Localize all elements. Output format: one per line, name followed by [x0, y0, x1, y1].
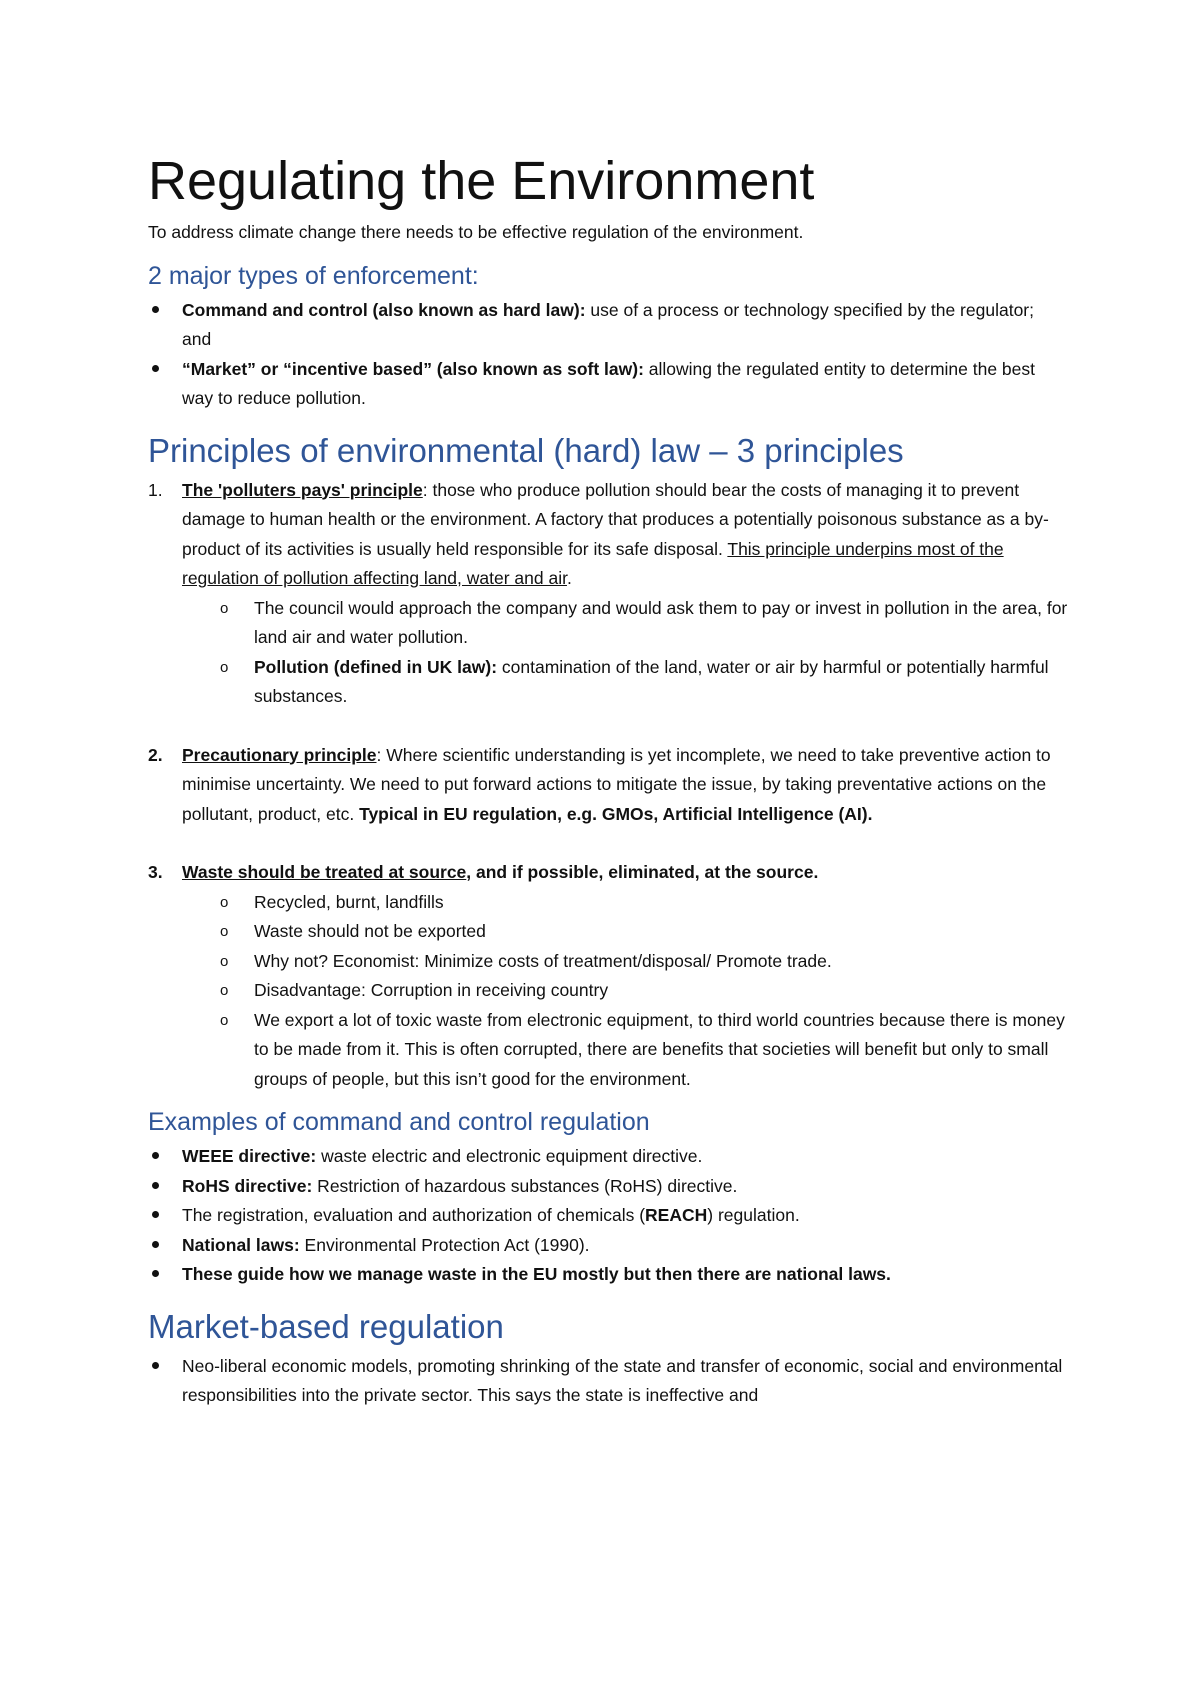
bullet-icon	[148, 355, 168, 385]
bullet-icon	[148, 1231, 168, 1261]
list-number: 2.	[148, 744, 163, 765]
examples-list	[148, 1142, 1068, 1290]
bullet-icon	[148, 1260, 168, 1290]
list-number: 3.	[148, 862, 163, 882]
list-item: The registration, evaluation and authorization of chemicals (REACH) regulation.	[148, 1201, 1068, 1231]
sub-bullet-icon: o	[220, 893, 229, 911]
list-item: RoHS directive: Restriction of hazardous substances (RoHS) directive.	[148, 1172, 1068, 1202]
intro-paragraph: To address climate change there needs to be effective regulation of the environment.	[148, 222, 804, 242]
principle-3: 3. Waste should be treated at source, and if possible, eliminated, at the source.	[148, 858, 1068, 888]
enforcement-list	[148, 296, 1068, 414]
bullet-icon	[148, 296, 168, 326]
sub-list-item: o Waste should not be exported	[148, 917, 1068, 947]
sub-list-item: o Recycled, burnt, landfills	[148, 888, 1068, 918]
market-heading: Market-based regulation	[148, 1307, 504, 1345]
bullet-icon	[148, 1172, 168, 1202]
sub-list-item: o We export a lot of toxic waste from electronic equipment, to third world countries because there is money to be made from it. This is often corrupted, there are benefits that societies will benefit but only to small groups of people, but this isn’t good for the environment.	[148, 1006, 1068, 1095]
list-item: “Market” or “incentive based” (also known as soft law): allowing the regulated entity to determine the best way to reduce pollution.	[148, 355, 1068, 414]
page-title: Regulating the Environment	[148, 151, 815, 211]
sub-list-item: o Disadvantage: Corruption in receiving country	[148, 976, 1068, 1006]
principles-heading: Principles of environmental (hard) law – 3 principles	[148, 431, 904, 469]
list-item: These guide how we manage waste in the EU mostly but then there are national laws.	[148, 1260, 1068, 1290]
examples-heading: Examples of command and control regulation	[148, 1108, 650, 1136]
sub-list-item: o Why not? Economist: Minimize costs of treatment/disposal/ Promote trade.	[148, 947, 1068, 977]
sub-bullet-icon: o	[220, 658, 229, 676]
enforcement-heading: 2 major types of enforcement:	[148, 261, 479, 290]
document-page	[148, 150, 1068, 1411]
list-item: Command and control (also known as hard law): use of a process or technology specified by the regulator; and	[148, 296, 1068, 355]
list-item: WEEE directive: waste electric and electronic equipment directive.	[148, 1142, 1068, 1172]
market-list	[148, 1352, 1068, 1411]
principle-2: 2. Precautionary principle: Where scientific understanding is yet incomplete, we need to take preventive action to minimise uncertainty. We need to put forward actions to mitigate the issue, by taking preventative actions on the pollutant, product, etc. Typical in EU regulation, e.g. GMOs, Artificial Intelligence (AI).	[148, 741, 1068, 830]
sub-bullet-icon: o	[220, 923, 229, 940]
sub-bullet-icon: o	[220, 1011, 229, 1029]
bullet-icon	[148, 1352, 168, 1382]
sub-list-item: o The council would approach the company and would ask them to pay or invest in pollution in the area, for land air and water pollution.	[148, 594, 1068, 653]
list-item: National laws: Environmental Protection Act (1990).	[148, 1231, 1068, 1261]
sub-bullet-icon: o	[220, 982, 229, 999]
sub-bullet-icon: o	[220, 599, 229, 617]
list-item: Neo-liberal economic models, promoting shrinking of the state and transfer of economic, social and environmental responsibilities into the private sector. This says the state is ineffective and	[148, 1352, 1068, 1411]
principle-1: 1. The 'polluters pays' principle: those who produce pollution should bear the costs of managing it to prevent damage to human health or the environment. A factory that produces a potentially poisonous substance as a by-product of its activities is usually held responsible for its safe disposal. This principle underpins most of the regulation of pollution affecting land, water and air.	[148, 476, 1068, 594]
sub-list-item: o Pollution (defined in UK law): contamination of the land, water or air by harmful or potentially harmful substances.	[148, 653, 1068, 712]
principles-list	[148, 476, 1068, 594]
sub-bullet-icon: o	[220, 952, 229, 970]
bullet-icon	[148, 1201, 168, 1231]
list-number: 1.	[148, 479, 163, 500]
bullet-icon	[148, 1142, 168, 1172]
